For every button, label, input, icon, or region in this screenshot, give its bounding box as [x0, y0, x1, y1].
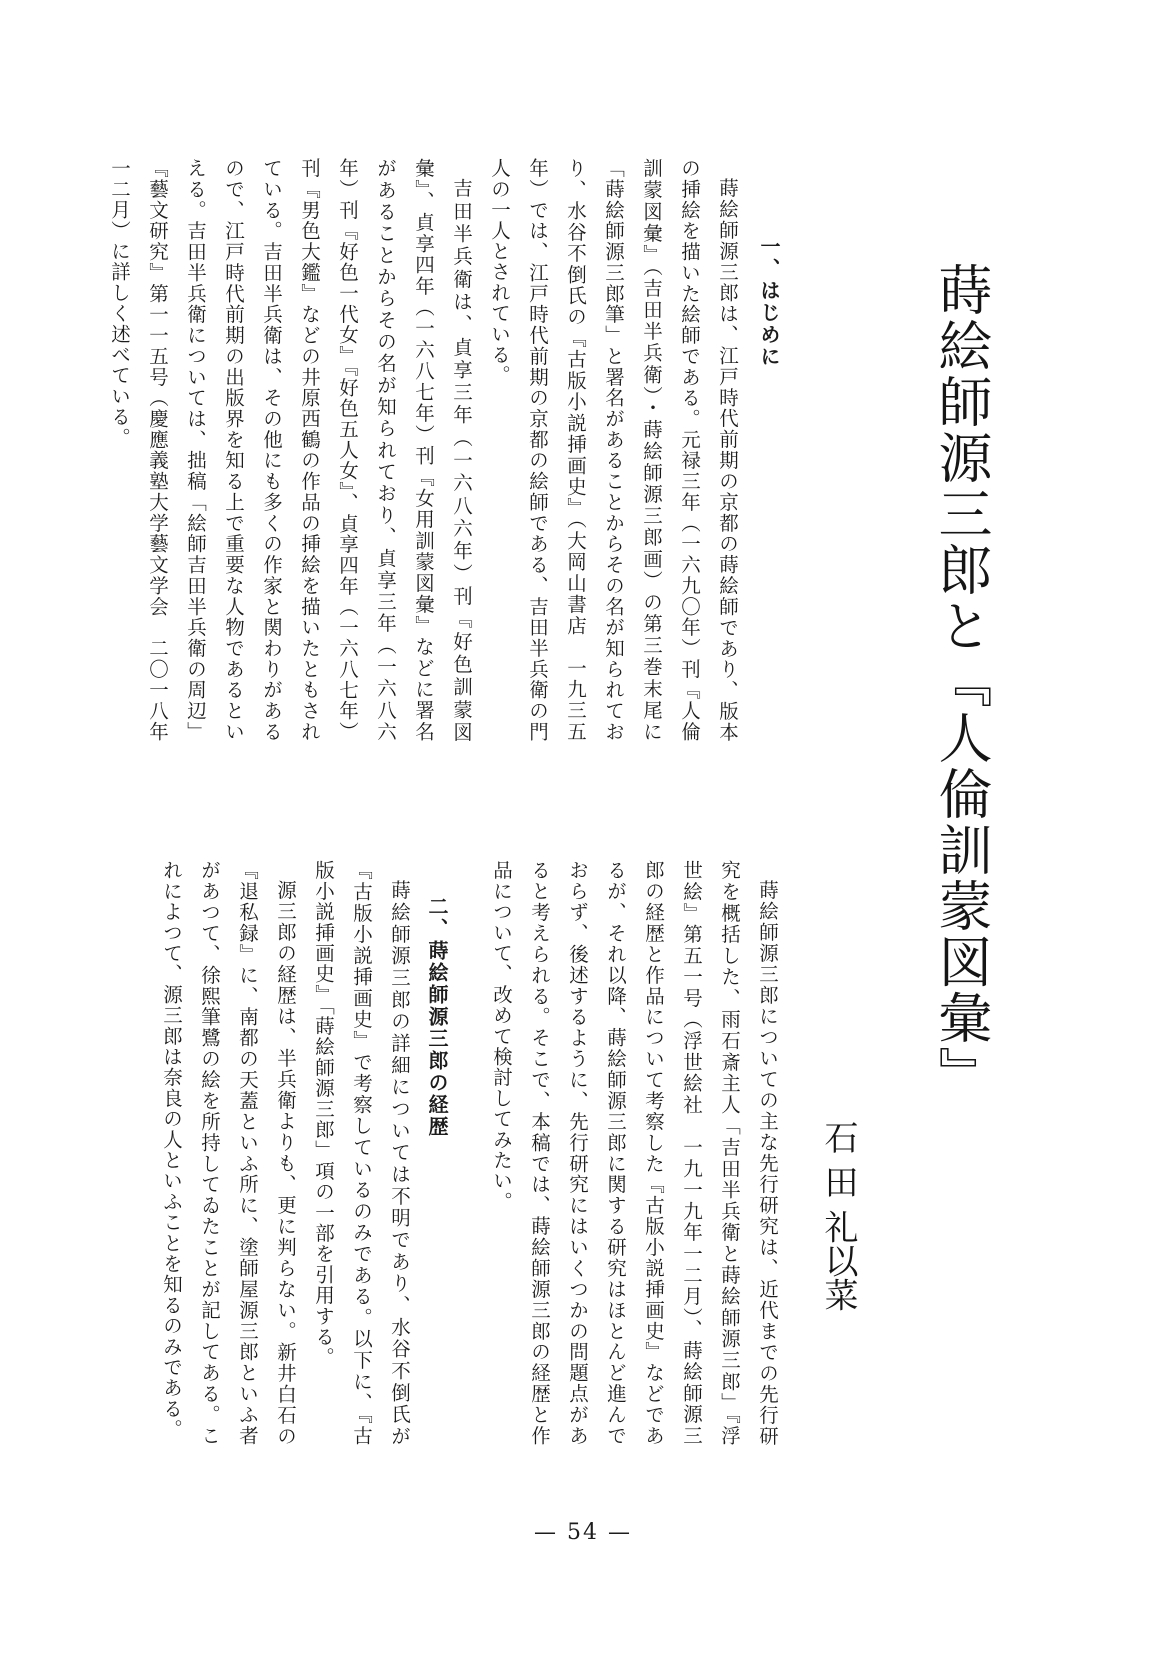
intro-paragraph-1b: 吉田半兵衛は、貞享三年（一六八六年）刊『好色訓蒙図彙』、貞享四年（一六八七年）刊『女用訓蒙図彙』などに署名があることからその名が知られており、貞享三年（一六八六年）刊『好色一代女』『好色五人女』、貞享四年（一六八七年）刊『男色大鑑』などの井原西鶴の作品の挿絵を描いたともされている。吉田半兵衛は、その他にも多くの作家と関わりがあるので、江戸時代前期の出版界を知る上で重要な人物であるといえる。吉田半兵衛については、拙稿「絵師吉田半兵衛の周辺」『藝文研究』第一一五号（慶應義塾大学藝文学会 二〇一八年一二月）に詳しく述べている。	[108, 158, 473, 742]
career-text-block	[146, 860, 456, 1446]
author-name: 石 田 礼以菜	[818, 1120, 858, 1312]
career-paragraph-1: 蒔絵師源三郎の詳細については不明であり、水谷不倒氏が『古版小説挿画史』で考察しているのみである。以下に、『古版小説挿画史』「蒔絵師源三郎」項の一部を引用する。	[312, 860, 411, 1446]
section-heading-intro: 一、はじめに	[757, 236, 781, 368]
career-quote: 源三郎の経歴は、半兵衛よりも、更に判らない。新井白石の『退私録』に、南都の天蓋といふ所に、塗師屋源三郎といふ者があつて、徐熙筆鷺の絵を所持してゐたことが記してある。これによつて、源三郎は奈良の人といふことを知るのみである。	[160, 860, 297, 1446]
section-heading-career: 二、蒔絵師源三郎の経歴	[425, 896, 449, 1138]
intro-paragraph-2: 蒔絵師源三郎についての主な先行研究は、近代までの先行研究を概括した、雨石斎主人「吉田半兵衛と蒔絵師源三郎」『浮世絵』第五一号（浮世絵社 一九一九年一二月）、蒔絵師源三郎の経歴と作品について考察した『古版小説挿画史』などであるが、それ以降、蒔絵師源三郎に関する研究はほとんど進んでおらず、後述するように、先行研究にはいくつかの問題点があると考えられる。そこで、本稿では、蒔絵師源三郎の経歴と作品について、改めて検討してみたい。	[490, 860, 779, 1446]
page-number: — 54 —	[534, 1520, 632, 1545]
intro-paragraph-1: 蒔絵師源三郎は、江戸時代前期の京都の蒔絵師であり、版本の挿絵を描いた絵師である。元禄三年（一六九〇年）刊『人倫訓蒙図彙』（吉田半兵衛）・蒔絵師源三郎画）の第三巻末尾に「蒔絵師源三郎筆」と署名があることからその名が知られており、水谷不倒氏の『古版小説挿画史』（大岡山書店 一九三五年）では、江戸時代前期の京都の絵師である、吉田半兵衛の門人の一人とされている。	[488, 158, 739, 742]
intro-text-block	[108, 158, 746, 742]
article-title: 蒔絵師源三郎と『人倫訓蒙図彙』	[930, 262, 993, 1102]
intro-continuation-block	[486, 860, 786, 1446]
